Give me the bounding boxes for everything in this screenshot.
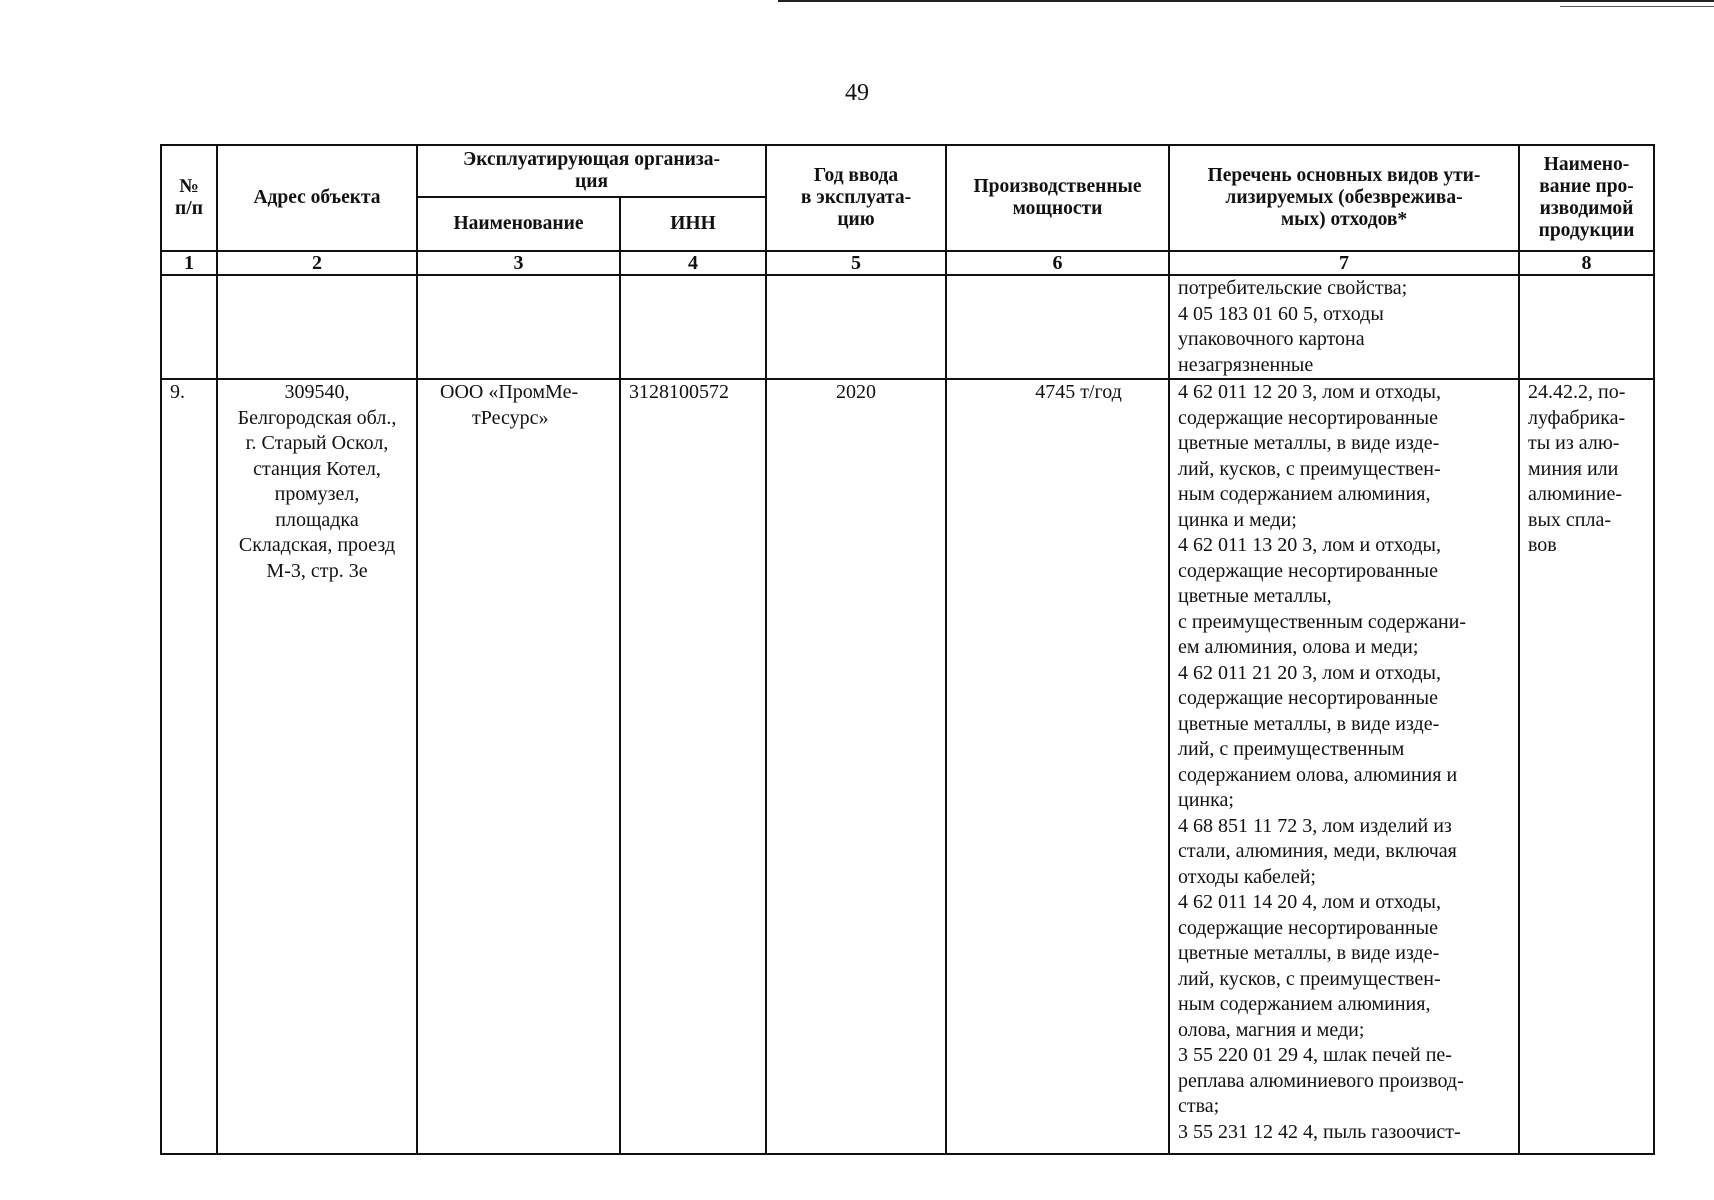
header-num: № п/п <box>161 145 217 251</box>
table-row <box>161 379 1654 1154</box>
column-number: 1 <box>161 251 217 275</box>
column-number: 2 <box>217 251 417 275</box>
header-row-1 <box>161 145 1654 197</box>
empty-cell <box>1519 275 1654 379</box>
commissioning-year: 2020 <box>766 379 946 1154</box>
empty-cell <box>417 275 620 379</box>
continuation-row <box>161 275 1654 379</box>
production-capacity: 4745 т/год <box>946 379 1169 1154</box>
object-address: 309540, Белгородская обл., г. Старый Оскол, станция Котел, промузел, площадка Складская, проезд М-3, стр. 3е <box>217 379 417 1154</box>
waste-facilities-table <box>160 144 1655 1155</box>
column-number: 7 <box>1169 251 1519 275</box>
operator-inn: 3128100572 <box>620 379 766 1154</box>
column-number: 5 <box>766 251 946 275</box>
header-operator-name: Наименование <box>417 197 620 251</box>
column-number: 6 <box>946 251 1169 275</box>
empty-cell <box>161 275 217 379</box>
row-number: 9. <box>161 379 217 1154</box>
empty-cell <box>217 275 417 379</box>
column-number: 4 <box>620 251 766 275</box>
waste-list: 4 62 011 12 20 3, лом и отходы, содержащие несортированные цветные металлы, в виде изде- лий, кусков, с преимуществен- ным содержанием алюминия, цинка и меди; 4 62 011 13 20 3, лом и отходы, содержащие несортированные цветные металлы, с преимущественным содержани- ем алюминия, олова и меди; 4 62 011 21 20 3, лом и отходы, содержащие несортированные цветные металлы, в виде изде- лий, с преимущественным содержанием олова, алюминия и цинка; 4 68 851 11 72 3, лом изделий из стали, алюминия, меди, включая отходы кабелей; 4 62 011 14 20 4, лом и отходы, содержащие несортированные цветные металлы, в виде изде- лий, кусков, с преимуществен- ным содержанием алюминия, олова, магния и меди; 3 55 220 01 29 4, шлак печей пе- реплава алюминиевого производ- ства; 3 55 231 12 42 4, пыль газоочист- <box>1169 379 1519 1154</box>
empty-cell <box>766 275 946 379</box>
header-address: Адрес объекта <box>217 145 417 251</box>
header-product: Наимено- вание про- изводимой продукции <box>1519 145 1654 251</box>
header-waste-list: Перечень основных видов ути- лизируемых (обезврежива- мых) отходов* <box>1169 145 1519 251</box>
header-inn: ИНН <box>620 197 766 251</box>
empty-cell <box>620 275 766 379</box>
continuation-waste-list: потребительские свойства; 4 05 183 01 60 5, отходы упаковочного картона незагрязненные <box>1169 275 1519 379</box>
top-border-line-secondary <box>1560 6 1714 7</box>
header-capacity: Производственные мощности <box>946 145 1169 251</box>
header-year: Год ввода в эксплуата- цию <box>766 145 946 251</box>
column-number: 8 <box>1519 251 1654 275</box>
operator-name: ООО «ПромМе- тРесурс» <box>417 379 620 1154</box>
top-border-line <box>778 0 1714 2</box>
page-number: 49 <box>845 80 869 106</box>
empty-cell <box>946 275 1169 379</box>
product-name: 24.42.2, по- луфабрика- ты из алю- миния или алюминие- вых спла- вов <box>1519 379 1654 1154</box>
column-number-row <box>161 251 1654 275</box>
column-number: 3 <box>417 251 620 275</box>
header-operator-group: Эксплуатирующая организа- ция <box>417 145 766 197</box>
